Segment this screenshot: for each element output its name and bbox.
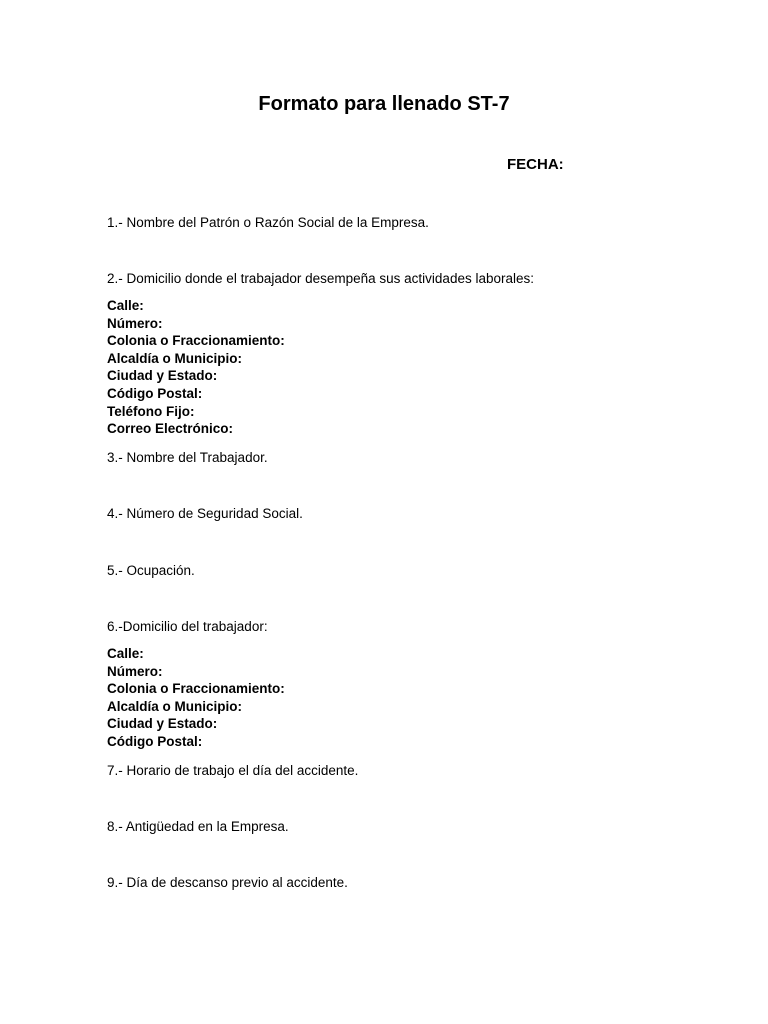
document-title: Formato para llenado ST-7: [258, 93, 510, 115]
field-calle: Calle:: [107, 646, 144, 661]
section-5-occupation: 5.- Ocupación.: [107, 563, 195, 578]
field-numero: Número:: [107, 315, 163, 331]
section-3-worker-name: 3.- Nombre del Trabajador.: [107, 450, 268, 465]
field-ciudad-estado: Ciudad y Estado:: [107, 716, 218, 732]
field-ciudad-estado: Ciudad y Estado:: [107, 368, 218, 384]
field-calle: Calle:: [107, 298, 144, 313]
section-1-employer-name: 1.- Nombre del Patrón o Razón Social de la Empresa.: [107, 215, 429, 230]
fecha-label: FECHA:: [507, 156, 564, 173]
section-2-address-fields: [107, 297, 285, 438]
field-codigo-postal: Código Postal:: [107, 733, 203, 749]
section-6-worker-address: 6.-Domicilio del trabajador:: [107, 619, 268, 634]
field-alcaldia: Alcaldía o Municipio:: [107, 350, 243, 366]
field-correo-electronico: Correo Electrónico:: [107, 421, 234, 437]
section-4-social-security: 4.- Número de Seguridad Social.: [107, 506, 303, 521]
field-codigo-postal: Código Postal:: [107, 385, 203, 401]
section-7-work-schedule: 7.- Horario de trabajo el día del accidente.: [107, 763, 359, 778]
field-colonia: Colonia o Fraccionamiento:: [107, 681, 285, 697]
section-9-rest-day: 9.- Día de descanso previo al accidente.: [107, 875, 348, 890]
section-8-seniority: 8.- Antigüedad en la Empresa.: [107, 819, 289, 834]
field-colonia: Colonia o Fraccionamiento:: [107, 333, 285, 349]
section-6-address-fields: [107, 645, 285, 751]
section-2-work-address: 2.- Domicilio donde el trabajador desempeña sus actividades laborales:: [107, 271, 534, 286]
field-numero: Número:: [107, 663, 163, 679]
field-telefono-fijo: Teléfono Fijo:: [107, 403, 195, 419]
field-alcaldia: Alcaldía o Municipio:: [107, 698, 243, 714]
